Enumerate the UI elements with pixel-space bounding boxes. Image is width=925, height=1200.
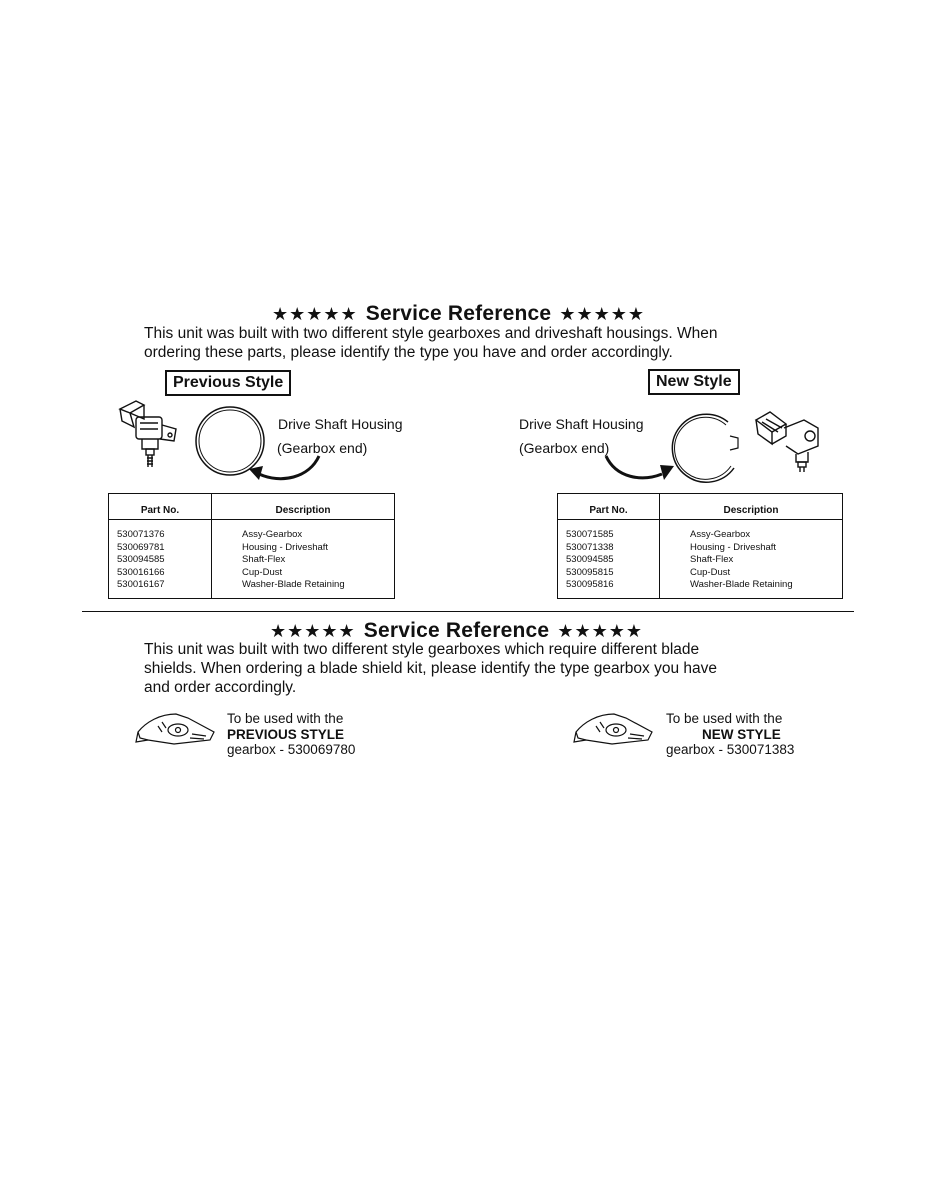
part-description: Cup-Dust bbox=[690, 566, 731, 578]
previous-housing-sublabel: (Gearbox end) bbox=[277, 440, 368, 456]
previous-shield-gearbox: gearbox - 530069780 bbox=[227, 742, 356, 757]
part-no-header: Part No. bbox=[109, 494, 212, 520]
table-row bbox=[109, 567, 395, 580]
stars-right: ★★★★★ bbox=[559, 304, 645, 324]
part-number: 530016167 bbox=[109, 579, 212, 598]
previous-shield-line1: To be used with the bbox=[227, 711, 344, 726]
new-shield-gearbox: gearbox - 530071383 bbox=[666, 742, 795, 757]
part-description: Housing - Driveshaft bbox=[690, 541, 777, 553]
new-curved-arrow bbox=[600, 452, 680, 488]
part-number: 530069781 bbox=[109, 542, 212, 555]
part-number: 530016166 bbox=[109, 567, 212, 580]
previous-gearbox-illustration bbox=[114, 395, 182, 471]
part-number: 530071338 bbox=[558, 542, 660, 555]
new-gearbox-illustration bbox=[752, 406, 830, 474]
stars-right: ★★★★★ bbox=[557, 621, 643, 641]
table-row bbox=[558, 520, 843, 542]
previous-housing-label: Drive Shaft Housing bbox=[278, 416, 403, 432]
table-row bbox=[109, 520, 395, 542]
stars-left: ★★★★★ bbox=[270, 621, 356, 641]
previous-curved-arrow bbox=[245, 452, 325, 490]
part-description: Assy-Gearbox bbox=[242, 529, 303, 540]
part-description: Housing - Driveshaft bbox=[242, 541, 329, 553]
part-description: Assy-Gearbox bbox=[690, 529, 751, 540]
part-description: Cup-Dust bbox=[242, 566, 283, 578]
section1-heading bbox=[272, 302, 645, 326]
new-housing-label: Drive Shaft Housing bbox=[519, 416, 644, 432]
previous-shield-text bbox=[227, 711, 355, 758]
table-row bbox=[109, 542, 395, 555]
section2-heading bbox=[270, 619, 643, 643]
section-divider bbox=[82, 611, 854, 612]
part-description: Washer-Blade Retaining bbox=[242, 579, 345, 590]
new-parts-table bbox=[557, 493, 843, 599]
new-shield-text bbox=[666, 711, 794, 758]
section2-text-line3: and order accordingly. bbox=[144, 679, 297, 696]
previous-shield-style: PREVIOUS STYLE bbox=[227, 726, 345, 742]
section1-title: Service Reference bbox=[365, 302, 552, 325]
table-row bbox=[558, 579, 843, 598]
new-blade-shield-illustration bbox=[570, 710, 656, 748]
description-header: Description bbox=[660, 494, 843, 520]
previous-style-label: Previous Style bbox=[165, 370, 291, 396]
table-row bbox=[109, 554, 395, 567]
part-number: 530095816 bbox=[558, 579, 660, 598]
stars-left: ★★★★★ bbox=[272, 304, 358, 324]
table-row bbox=[558, 554, 843, 567]
part-number: 530071585 bbox=[558, 520, 660, 542]
section2-title: Service Reference bbox=[363, 619, 550, 642]
part-number: 530071376 bbox=[109, 520, 212, 542]
part-description: Washer-Blade Retaining bbox=[690, 579, 793, 590]
section1-text-line2: ordering these parts, please identify the type you have and order accordingly. bbox=[144, 344, 673, 361]
part-number: 530095815 bbox=[558, 567, 660, 580]
new-style-label: New Style bbox=[648, 369, 740, 395]
section2-text-line2: shields. When ordering a blade shield kit, please identify the type gearbox you have bbox=[144, 660, 717, 677]
part-number: 530094585 bbox=[109, 554, 212, 567]
table-row bbox=[558, 542, 843, 555]
part-no-header: Part No. bbox=[558, 494, 660, 520]
previous-blade-shield-illustration bbox=[132, 710, 218, 748]
previous-parts-table bbox=[108, 493, 395, 599]
section1-text-line1: This unit was built with two different style gearboxes and driveshaft housings. When bbox=[144, 325, 718, 342]
new-housing-sublabel: (Gearbox end) bbox=[519, 440, 610, 456]
part-description: Shaft-Flex bbox=[690, 554, 734, 565]
description-header: Description bbox=[212, 494, 395, 520]
section2-text-line1: This unit was built with two different style gearboxes which require different blade bbox=[144, 641, 700, 658]
new-shield-line1: To be used with the bbox=[666, 711, 783, 726]
part-number: 530094585 bbox=[558, 554, 660, 567]
table-row bbox=[558, 567, 843, 580]
table-row bbox=[109, 579, 395, 598]
new-shield-style: NEW STYLE bbox=[702, 726, 781, 742]
part-description: Shaft-Flex bbox=[242, 554, 286, 565]
